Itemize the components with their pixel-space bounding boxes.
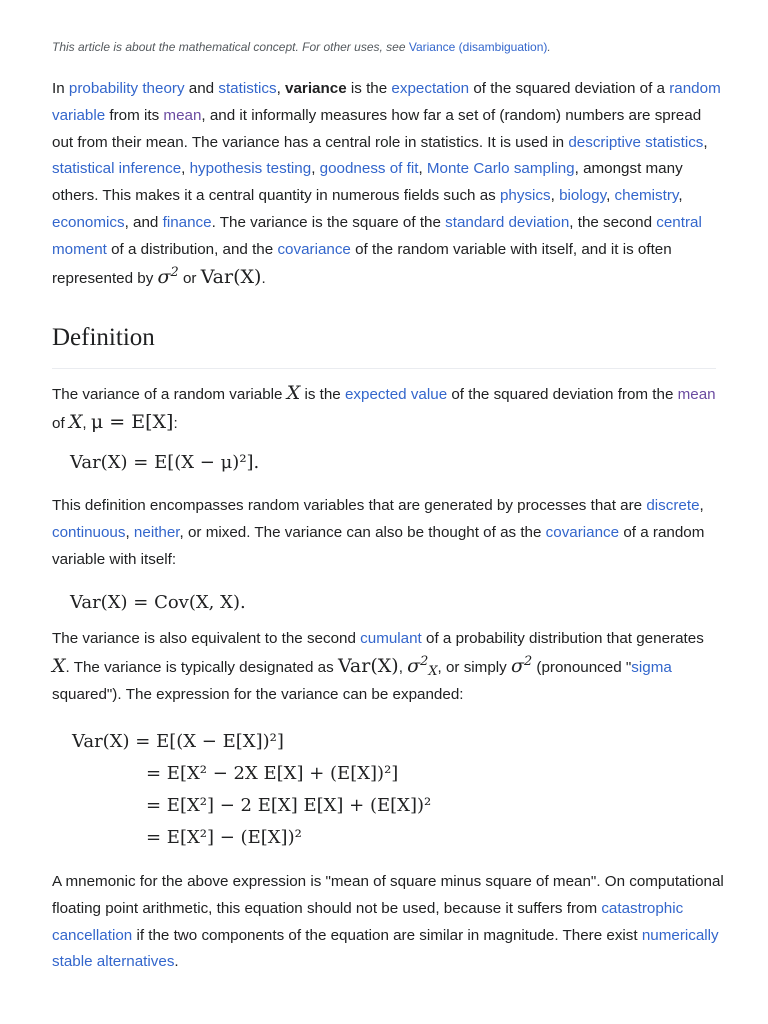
math-sigma: σ [407, 654, 421, 677]
hatnote-period: . [547, 40, 551, 54]
link-central-moment[interactable]: central moment [52, 213, 702, 258]
link-chemistry[interactable]: chemistry [614, 187, 679, 205]
expansion-line-1: Var(X) = E[(X − E[X])²] [72, 731, 284, 752]
math-sigma-squared [511, 655, 532, 677]
math-exponent: 2 [170, 264, 179, 280]
math-x: X [52, 654, 66, 677]
text: . [261, 269, 266, 287]
link-variance-disambiguation[interactable]: Variance (disambiguation) [408, 40, 548, 54]
link-continuous[interactable]: continuous [52, 523, 126, 541]
text: , [678, 187, 683, 205]
math-subscript: X [428, 664, 438, 680]
link-covariance[interactable]: covariance [277, 240, 351, 258]
link-expected-value[interactable]: expected value [344, 386, 448, 403]
link-standard-deviation[interactable]: standard deviation [445, 213, 570, 231]
link-discrete[interactable]: discrete [646, 497, 700, 514]
hatnote [52, 39, 551, 55]
text: , [703, 133, 708, 151]
text: of [52, 414, 69, 432]
text: In [52, 80, 69, 97]
text: of the squared deviation from the [447, 386, 678, 403]
expansion-line-2: = E[X² − 2X E[X] + (E[X])²] [146, 763, 399, 784]
math-var-x: Var(X) [337, 654, 399, 677]
link-random-variable[interactable]: random variable [52, 80, 721, 124]
link-descriptive-statistics[interactable]: descriptive statistics [568, 133, 704, 151]
text: , [699, 497, 704, 514]
link-statistical-inference[interactable]: statistical inference [52, 160, 182, 178]
definition-paragraph-1 [52, 380, 724, 438]
link-goodness-of-fit[interactable]: goodness of fit [319, 160, 419, 178]
link-covariance-2[interactable]: covariance [545, 523, 620, 541]
text: , [311, 160, 320, 178]
math-sigma-x-squared [407, 653, 438, 680]
link-finance[interactable]: finance [162, 213, 212, 231]
text: of a random variable with itself: [52, 523, 705, 568]
link-biology[interactable]: biology [559, 187, 607, 205]
section-heading-definition: Definition [52, 324, 155, 351]
term-variance: variance [285, 80, 347, 97]
hatnote-text: This article is about the mathematical concept. For other uses, see [52, 40, 409, 54]
text: from its [105, 106, 164, 124]
link-physics[interactable]: physics [499, 187, 551, 205]
link-expectation[interactable]: expectation [391, 80, 470, 97]
text: of a distribution, and the [106, 240, 278, 258]
link-monte-carlo-sampling[interactable]: Monte Carlo sampling [426, 160, 575, 178]
equation-variance-expansion [72, 726, 431, 854]
text: , [276, 80, 286, 97]
math-x: X [68, 410, 83, 433]
math-x: X [286, 382, 301, 404]
link-mean-definition[interactable]: mean [677, 386, 716, 403]
expansion-line-3: = E[X²] − 2 E[X] E[X] + (E[X])² [146, 795, 432, 816]
text: of the random variable with itself, and it is often represented by [52, 240, 672, 287]
text: , [398, 658, 408, 676]
link-economics[interactable]: economics [52, 213, 125, 231]
text: , [125, 523, 134, 541]
text: , [550, 187, 560, 205]
math-sigma: σ [510, 654, 524, 677]
text: , [606, 187, 615, 205]
text: of the squared deviation of a [469, 80, 670, 97]
intro-paragraph [52, 76, 724, 292]
text: : [173, 414, 178, 432]
text: and [184, 80, 219, 97]
expansion-line-4: = E[X²] − (E[X])² [146, 827, 302, 848]
text: is the [300, 386, 345, 403]
definition-paragraph-3 [52, 626, 724, 708]
math-sigma-squared [158, 266, 179, 288]
math-sigma: σ [157, 265, 171, 288]
text: , [82, 414, 91, 432]
equation-variance-covariance: Var(X) = Cov(X, X). [70, 592, 246, 613]
link-probability-theory[interactable]: probability theory [68, 80, 185, 97]
link-sigma[interactable]: sigma [631, 658, 672, 676]
text: , and [124, 213, 163, 231]
link-catastrophic-cancellation[interactable]: catastrophic cancellation [52, 899, 684, 944]
link-mean[interactable]: mean [163, 106, 202, 124]
text: This definition encompasses random variables that are generated by processes that are [52, 497, 647, 514]
text: , and it informally measures how far a set of (random) numbers are spread out from their mean. The variance has a central role in statistics. It is used in [52, 106, 702, 151]
math-mu-definition: μ = E[X] [90, 410, 174, 433]
link-hypothesis-testing[interactable]: hypothesis testing [189, 160, 312, 178]
math-var-x: Var(X) [200, 265, 262, 288]
text: if the two components of the equation are similar in magnitude. There exist [132, 926, 642, 944]
link-statistics[interactable]: statistics [218, 80, 277, 97]
text: . The variance is typically designated as [65, 658, 338, 676]
text: (pronounced " [532, 658, 632, 676]
link-cumulant[interactable]: cumulant [360, 630, 422, 647]
text: , [181, 160, 190, 178]
text: is the [346, 80, 392, 97]
text: , amongst many others. This makes it a central quantity in numerous fields such as [52, 160, 683, 205]
text: . The variance is the square of the [211, 213, 446, 231]
link-neither[interactable]: neither [133, 523, 180, 541]
heading-divider [52, 368, 716, 369]
math-exponent: 2 [420, 653, 429, 669]
text: , [418, 160, 427, 178]
definition-paragraph-4 [52, 869, 724, 976]
text: or [178, 269, 201, 287]
math-exponent: 2 [523, 653, 533, 669]
text: squared"). The expression for the variance can be expanded: [52, 685, 464, 703]
text: , or simply [437, 658, 511, 676]
equation-variance-definition: Var(X) = E[(X − μ)²]. [70, 452, 260, 473]
text: The variance of a random variable [52, 386, 287, 403]
text: , the second [569, 213, 657, 231]
text: , or mixed. The variance can also be thought of as the [179, 523, 546, 541]
definition-paragraph-2 [52, 493, 724, 573]
link-numerically-stable-alternatives[interactable]: numerically stable alternatives [52, 926, 719, 971]
text: . [174, 953, 179, 971]
text: A mnemonic for the above expression is "mean of square minus square of mean". On computational floating point arithmetic, this equation should not be used, because it suffers from [52, 873, 724, 917]
text: The variance is also equivalent to the second [52, 630, 361, 647]
text: of a probability distribution that generates [421, 630, 704, 647]
